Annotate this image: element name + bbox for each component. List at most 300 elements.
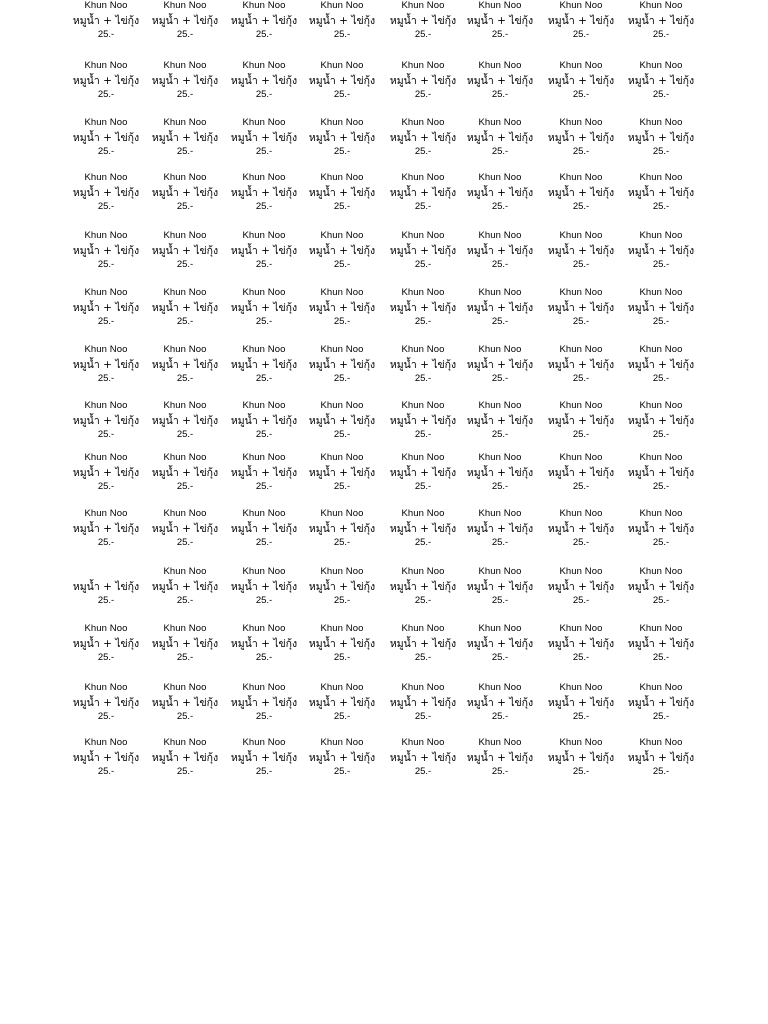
label-price: 25.-	[572, 259, 590, 270]
label-price: 25.-	[414, 595, 432, 606]
price-label	[621, 453, 701, 495]
price-label	[460, 288, 540, 330]
label-brand: Khun Noo	[559, 60, 603, 71]
label-item-name: หมูนํ้า + ไข่กุ้ง	[308, 467, 376, 479]
price-label	[302, 624, 382, 666]
price-label	[460, 61, 540, 103]
label-item-name: หมูนํ้า + ไข่กุ้ง	[72, 752, 140, 764]
label-brand: Khun Noo	[84, 172, 128, 183]
label-price: 25.-	[255, 481, 273, 492]
label-item-name: หมูนํ้า + ไข่กุ้ง	[230, 245, 298, 257]
label-brand: Khun Noo	[84, 400, 128, 411]
label-price: 25.-	[491, 766, 509, 777]
price-label	[302, 1, 382, 43]
price-label	[66, 288, 146, 330]
label-price: 25.-	[572, 537, 590, 548]
label-price: 25.-	[176, 316, 194, 327]
label-brand: Khun Noo	[559, 344, 603, 355]
price-label	[302, 509, 382, 551]
price-label	[460, 738, 540, 780]
label-brand: Khun Noo	[639, 287, 683, 298]
price-label	[145, 683, 225, 725]
price-label	[66, 738, 146, 780]
price-label	[302, 738, 382, 780]
label-brand: Khun Noo	[320, 682, 364, 693]
label-item-name: หมูนํ้า + ไข่กุ้ง	[230, 302, 298, 314]
label-brand: Khun Noo	[163, 60, 207, 71]
label-item-name: หมูนํ้า + ไข่กุ้ง	[230, 752, 298, 764]
price-label	[302, 288, 382, 330]
label-item-name: หมูนํ้า + ไข่กุ้ง	[466, 302, 534, 314]
label-item-name: หมูนํ้า + ไข่กุ้ง	[547, 697, 615, 709]
label-brand: Khun Noo	[163, 682, 207, 693]
price-label	[66, 401, 146, 443]
label-item-name: หมูนํ้า + ไข่กุ้ง	[72, 132, 140, 144]
label-price: 25.-	[255, 373, 273, 384]
price-label	[460, 345, 540, 387]
label-price: 25.-	[414, 89, 432, 100]
price-label	[621, 567, 701, 609]
label-brand: Khun Noo	[639, 172, 683, 183]
label-brand: Khun Noo	[242, 117, 286, 128]
label-item-name: หมูนํ้า + ไข่กุ้ง	[230, 697, 298, 709]
label-item-name: หมูนํ้า + ไข่กุ้ง	[627, 132, 695, 144]
label-brand: Khun Noo	[559, 230, 603, 241]
label-item-name: หมูนํ้า + ไข่กุ้ง	[389, 752, 457, 764]
label-price: 25.-	[97, 89, 115, 100]
label-price: 25.-	[97, 652, 115, 663]
label-brand: Khun Noo	[163, 452, 207, 463]
label-brand: Khun Noo	[320, 230, 364, 241]
label-item-name: หมูนํ้า + ไข่กุ้ง	[466, 638, 534, 650]
label-item-name: หมูนํ้า + ไข่กุ้ง	[547, 581, 615, 593]
price-label	[541, 118, 621, 160]
label-price: 25.-	[572, 429, 590, 440]
label-item-name: หมูนํ้า + ไข่กุ้ง	[466, 415, 534, 427]
price-label	[383, 61, 463, 103]
label-brand: Khun Noo	[401, 117, 445, 128]
label-price: 25.-	[414, 711, 432, 722]
label-price: 25.-	[255, 595, 273, 606]
label-item-name: หมูนํ้า + ไข่กุ้ง	[389, 581, 457, 593]
label-price: 25.-	[333, 537, 351, 548]
label-price: 25.-	[652, 146, 670, 157]
label-item-name: หมูนํ้า + ไข่กุ้ง	[308, 415, 376, 427]
label-brand: Khun Noo	[639, 682, 683, 693]
label-item-name: หมูนํ้า + ไข่กุ้ง	[230, 467, 298, 479]
price-label	[383, 624, 463, 666]
price-label	[145, 509, 225, 551]
price-label	[621, 118, 701, 160]
price-label	[621, 231, 701, 273]
price-label	[541, 288, 621, 330]
label-item-name: หมูนํ้า + ไข่กุ้ง	[627, 638, 695, 650]
label-item-name: หมูนํ้า + ไข่กุ้ง	[308, 15, 376, 27]
price-label	[302, 683, 382, 725]
label-price: 25.-	[491, 373, 509, 384]
label-brand: Khun Noo	[401, 172, 445, 183]
label-item-name: หมูนํ้า + ไข่กุ้ง	[308, 187, 376, 199]
label-brand: Khun Noo	[320, 287, 364, 298]
label-item-name: หมูนํ้า + ไข่กุ้ง	[389, 75, 457, 87]
label-price: 25.-	[255, 316, 273, 327]
label-price: 25.-	[572, 201, 590, 212]
price-label	[145, 738, 225, 780]
price-label	[302, 173, 382, 215]
label-price: 25.-	[176, 146, 194, 157]
label-price: 25.-	[255, 766, 273, 777]
label-price: 25.-	[97, 429, 115, 440]
label-brand: Khun Noo	[163, 508, 207, 519]
price-label	[383, 288, 463, 330]
price-label	[541, 345, 621, 387]
label-price: 25.-	[97, 259, 115, 270]
label-brand: Khun Noo	[401, 452, 445, 463]
label-item-name: หมูนํ้า + ไข่กุ้ง	[547, 523, 615, 535]
label-item-name: หมูนํ้า + ไข่กุ้ง	[230, 638, 298, 650]
label-brand: Khun Noo	[639, 737, 683, 748]
price-label	[66, 173, 146, 215]
price-label	[460, 1, 540, 43]
label-brand: Khun Noo	[639, 230, 683, 241]
label-brand: Khun Noo	[478, 172, 522, 183]
label-item-name: หมูนํ้า + ไข่กุ้ง	[151, 581, 219, 593]
label-item-name: หมูนํ้า + ไข่กุ้ง	[466, 752, 534, 764]
label-brand: Khun Noo	[242, 344, 286, 355]
label-brand: Khun Noo	[401, 400, 445, 411]
label-brand: Khun Noo	[242, 623, 286, 634]
price-label	[460, 509, 540, 551]
label-item-name: หมูนํ้า + ไข่กุ้ง	[466, 359, 534, 371]
label-item-name: หมูนํ้า + ไข่กุ้ง	[308, 752, 376, 764]
label-price: 25.-	[572, 711, 590, 722]
label-price: 25.-	[652, 537, 670, 548]
label-price: 25.-	[333, 89, 351, 100]
price-label	[621, 1, 701, 43]
price-label	[145, 453, 225, 495]
price-label	[383, 345, 463, 387]
label-price: 25.-	[176, 481, 194, 492]
label-brand: Khun Noo	[401, 60, 445, 71]
label-item-name: หมูนํ้า + ไข่กุ้ง	[308, 359, 376, 371]
price-label	[145, 61, 225, 103]
label-brand: Khun Noo	[163, 287, 207, 298]
label-brand: Khun Noo	[639, 0, 683, 11]
price-label	[621, 288, 701, 330]
label-price: 25.-	[414, 146, 432, 157]
price-label	[383, 1, 463, 43]
price-label	[541, 567, 621, 609]
label-price: 25.-	[97, 373, 115, 384]
label-item-name: หมูนํ้า + ไข่กุ้ง	[389, 467, 457, 479]
label-item-name: หมูนํ้า + ไข่กุ้ง	[547, 752, 615, 764]
label-item-name: หมูนํ้า + ไข่กุ้ง	[547, 359, 615, 371]
price-label	[224, 567, 304, 609]
label-price: 25.-	[255, 259, 273, 270]
price-label	[541, 453, 621, 495]
label-price: 25.-	[255, 711, 273, 722]
price-label	[145, 567, 225, 609]
label-brand: Khun Noo	[478, 737, 522, 748]
label-brand: Khun Noo	[242, 508, 286, 519]
label-item-name: หมูนํ้า + ไข่กุ้ง	[72, 638, 140, 650]
label-brand: Khun Noo	[478, 117, 522, 128]
label-item-name: หมูนํ้า + ไข่กุ้ง	[72, 523, 140, 535]
price-label	[302, 567, 382, 609]
label-price: 25.-	[414, 481, 432, 492]
price-label	[621, 345, 701, 387]
label-item-name: หมูนํ้า + ไข่กุ้ง	[151, 697, 219, 709]
price-label	[224, 231, 304, 273]
label-price: 25.-	[652, 89, 670, 100]
label-price: 25.-	[491, 316, 509, 327]
label-brand: Khun Noo	[84, 623, 128, 634]
label-price: 25.-	[652, 29, 670, 40]
label-item-name: หมูนํ้า + ไข่กุ้ง	[389, 415, 457, 427]
label-item-name: หมูนํ้า + ไข่กุ้ง	[72, 697, 140, 709]
label-item-name: หมูนํ้า + ไข่กุ้ง	[627, 581, 695, 593]
label-price: 25.-	[652, 711, 670, 722]
price-label	[66, 61, 146, 103]
price-label	[541, 1, 621, 43]
label-item-name: หมูนํ้า + ไข่กุ้ง	[627, 523, 695, 535]
label-brand: Khun Noo	[163, 344, 207, 355]
label-brand: Khun Noo	[242, 230, 286, 241]
label-brand: Khun Noo	[401, 344, 445, 355]
label-brand: Khun Noo	[84, 230, 128, 241]
label-brand: Khun Noo	[163, 400, 207, 411]
price-label	[224, 509, 304, 551]
label-brand: Khun Noo	[559, 566, 603, 577]
price-label	[460, 401, 540, 443]
label-price: 25.-	[652, 766, 670, 777]
price-label	[66, 118, 146, 160]
price-label	[145, 118, 225, 160]
label-item-name: หมูนํ้า + ไข่กุ้ง	[627, 359, 695, 371]
price-label	[541, 231, 621, 273]
price-label	[224, 1, 304, 43]
label-brand: Khun Noo	[242, 287, 286, 298]
label-item-name: หมูนํ้า + ไข่กุ้ง	[389, 523, 457, 535]
label-item-name: หมูนํ้า + ไข่กุ้ง	[230, 359, 298, 371]
label-item-name: หมูนํ้า + ไข่กุ้ง	[389, 302, 457, 314]
label-brand: Khun Noo	[242, 172, 286, 183]
label-price: 25.-	[652, 429, 670, 440]
label-item-name: หมูนํ้า + ไข่กุ้ง	[389, 15, 457, 27]
label-price: 25.-	[652, 259, 670, 270]
label-brand: Khun Noo	[639, 60, 683, 71]
label-brand: Khun Noo	[478, 287, 522, 298]
label-item-name: หมูนํ้า + ไข่กุ้ง	[627, 415, 695, 427]
label-item-name: หมูนํ้า + ไข่กุ้ง	[230, 581, 298, 593]
label-item-name: หมูนํ้า + ไข่กุ้ง	[627, 245, 695, 257]
price-label	[621, 624, 701, 666]
label-brand: Khun Noo	[242, 0, 286, 11]
price-label	[66, 509, 146, 551]
label-item-name: หมูนํ้า + ไข่กุ้ง	[151, 359, 219, 371]
price-label	[145, 288, 225, 330]
label-price: 25.-	[572, 481, 590, 492]
label-brand: Khun Noo	[401, 508, 445, 519]
price-label	[541, 61, 621, 103]
label-item-name: หมูนํ้า + ไข่กุ้ง	[547, 245, 615, 257]
label-price: 25.-	[176, 29, 194, 40]
label-item-name: หมูนํ้า + ไข่กุ้ง	[466, 187, 534, 199]
price-label	[224, 624, 304, 666]
label-item-name: หมูนํ้า + ไข่กุ้ง	[627, 302, 695, 314]
label-brand: Khun Noo	[639, 117, 683, 128]
label-brand: Khun Noo	[478, 400, 522, 411]
label-item-name: หมูนํ้า + ไข่กุ้ง	[389, 245, 457, 257]
label-brand: Khun Noo	[478, 508, 522, 519]
price-label	[224, 173, 304, 215]
label-brand: Khun Noo	[242, 737, 286, 748]
price-label	[224, 61, 304, 103]
label-brand: Khun Noo	[84, 287, 128, 298]
label-item-name: หมูนํ้า + ไข่กุ้ง	[308, 697, 376, 709]
label-item-name: หมูนํ้า + ไข่กุ้ง	[72, 581, 140, 593]
label-brand: Khun Noo	[163, 737, 207, 748]
label-brand: Khun Noo	[163, 172, 207, 183]
price-label	[66, 453, 146, 495]
label-item-name: หมูนํ้า + ไข่กุ้ง	[547, 467, 615, 479]
price-label	[302, 61, 382, 103]
label-item-name: หมูนํ้า + ไข่กุ้ง	[151, 638, 219, 650]
price-label	[224, 118, 304, 160]
label-price: 25.-	[255, 146, 273, 157]
label-item-name: หมูนํ้า + ไข่กุ้ง	[466, 15, 534, 27]
label-brand: Khun Noo	[320, 452, 364, 463]
price-label	[145, 173, 225, 215]
label-item-name: หมูนํ้า + ไข่กุ้ง	[230, 15, 298, 27]
label-price: 25.-	[176, 537, 194, 548]
label-item-name: หมูนํ้า + ไข่กุ้ง	[72, 75, 140, 87]
label-brand: Khun Noo	[84, 0, 128, 11]
price-label	[224, 401, 304, 443]
label-price: 25.-	[97, 537, 115, 548]
label-brand: Khun Noo	[242, 566, 286, 577]
label-brand: Khun Noo	[320, 344, 364, 355]
label-brand: Khun Noo	[84, 452, 128, 463]
label-brand: Khun Noo	[320, 737, 364, 748]
label-price: 25.-	[491, 201, 509, 212]
label-price: 25.-	[491, 259, 509, 270]
label-price: 25.-	[97, 481, 115, 492]
price-label	[383, 401, 463, 443]
price-label	[460, 231, 540, 273]
label-brand: Khun Noo	[559, 400, 603, 411]
label-brand: Khun Noo	[401, 566, 445, 577]
price-label	[621, 738, 701, 780]
label-brand: Khun Noo	[639, 344, 683, 355]
label-brand: Khun Noo	[320, 508, 364, 519]
price-label	[302, 345, 382, 387]
price-label	[383, 453, 463, 495]
price-label	[621, 61, 701, 103]
label-brand: Khun Noo	[559, 287, 603, 298]
label-item-name: หมูนํ้า + ไข่กุ้ง	[308, 302, 376, 314]
label-brand: Khun Noo	[478, 60, 522, 71]
price-label	[224, 345, 304, 387]
label-item-name: หมูนํ้า + ไข่กุ้ง	[308, 245, 376, 257]
label-price: 25.-	[572, 316, 590, 327]
label-item-name: หมูนํ้า + ไข่กุ้ง	[466, 523, 534, 535]
label-item-name: หมูนํ้า + ไข่กุ้ง	[466, 75, 534, 87]
label-item-name: หมูนํ้า + ไข่กุ้ง	[547, 187, 615, 199]
label-brand: Khun Noo	[478, 682, 522, 693]
label-price: 25.-	[414, 652, 432, 663]
label-brand: Khun Noo	[478, 566, 522, 577]
label-price: 25.-	[491, 29, 509, 40]
label-item-name: หมูนํ้า + ไข่กุ้ง	[466, 245, 534, 257]
label-price: 25.-	[414, 429, 432, 440]
label-price: 25.-	[333, 429, 351, 440]
label-price: 25.-	[255, 29, 273, 40]
price-label	[302, 401, 382, 443]
label-price: 25.-	[491, 89, 509, 100]
label-price: 25.-	[652, 595, 670, 606]
price-label	[66, 624, 146, 666]
label-price: 25.-	[176, 766, 194, 777]
label-brand: Khun Noo	[401, 0, 445, 11]
label-item-name: หมูนํ้า + ไข่กุ้ง	[72, 302, 140, 314]
label-item-name: หมูนํ้า + ไข่กุ้ง	[308, 523, 376, 535]
label-brand: Khun Noo	[320, 117, 364, 128]
label-item-name: หมูนํ้า + ไข่กุ้ง	[308, 581, 376, 593]
label-brand: Khun Noo	[478, 344, 522, 355]
label-brand: Khun Noo	[478, 452, 522, 463]
label-price: 25.-	[97, 766, 115, 777]
label-brand: Khun Noo	[401, 737, 445, 748]
label-price: 25.-	[652, 373, 670, 384]
label-item-name: หมูนํ้า + ไข่กุ้ง	[230, 415, 298, 427]
label-price: 25.-	[176, 201, 194, 212]
label-item-name: หมูนํ้า + ไข่กุ้ง	[230, 75, 298, 87]
label-brand: Khun Noo	[320, 400, 364, 411]
label-price: 25.-	[491, 711, 509, 722]
label-price: 25.-	[97, 29, 115, 40]
price-label	[621, 683, 701, 725]
label-item-name: หมูนํ้า + ไข่กุ้ง	[389, 359, 457, 371]
label-item-name: หมูนํ้า + ไข่กุ้ง	[627, 697, 695, 709]
label-item-name: หมูนํ้า + ไข่กุ้ง	[308, 132, 376, 144]
label-price: 25.-	[652, 316, 670, 327]
price-label	[541, 509, 621, 551]
label-item-name: หมูนํ้า + ไข่กุ้ง	[627, 15, 695, 27]
label-item-name: หมูนํ้า + ไข่กุ้ง	[151, 75, 219, 87]
label-item-name: หมูนํ้า + ไข่กุ้ง	[466, 581, 534, 593]
label-price: 25.-	[491, 595, 509, 606]
label-brand: Khun Noo	[163, 0, 207, 11]
label-price: 25.-	[572, 652, 590, 663]
label-price: 25.-	[414, 259, 432, 270]
price-label	[145, 624, 225, 666]
label-item-name: หมูนํ้า + ไข่กุ้ง	[308, 75, 376, 87]
label-price: 25.-	[333, 373, 351, 384]
label-price: 25.-	[176, 373, 194, 384]
label-brand: Khun Noo	[401, 623, 445, 634]
label-price: 25.-	[491, 652, 509, 663]
label-price: 25.-	[333, 711, 351, 722]
price-label	[460, 624, 540, 666]
label-brand: Khun Noo	[84, 737, 128, 748]
price-label	[302, 118, 382, 160]
label-item-name: หมูนํ้า + ไข่กุ้ง	[389, 187, 457, 199]
price-label	[383, 738, 463, 780]
label-brand: Khun Noo	[401, 287, 445, 298]
label-brand: Khun Noo	[320, 623, 364, 634]
label-item-name: หมูนํ้า + ไข่กุ้ง	[389, 697, 457, 709]
